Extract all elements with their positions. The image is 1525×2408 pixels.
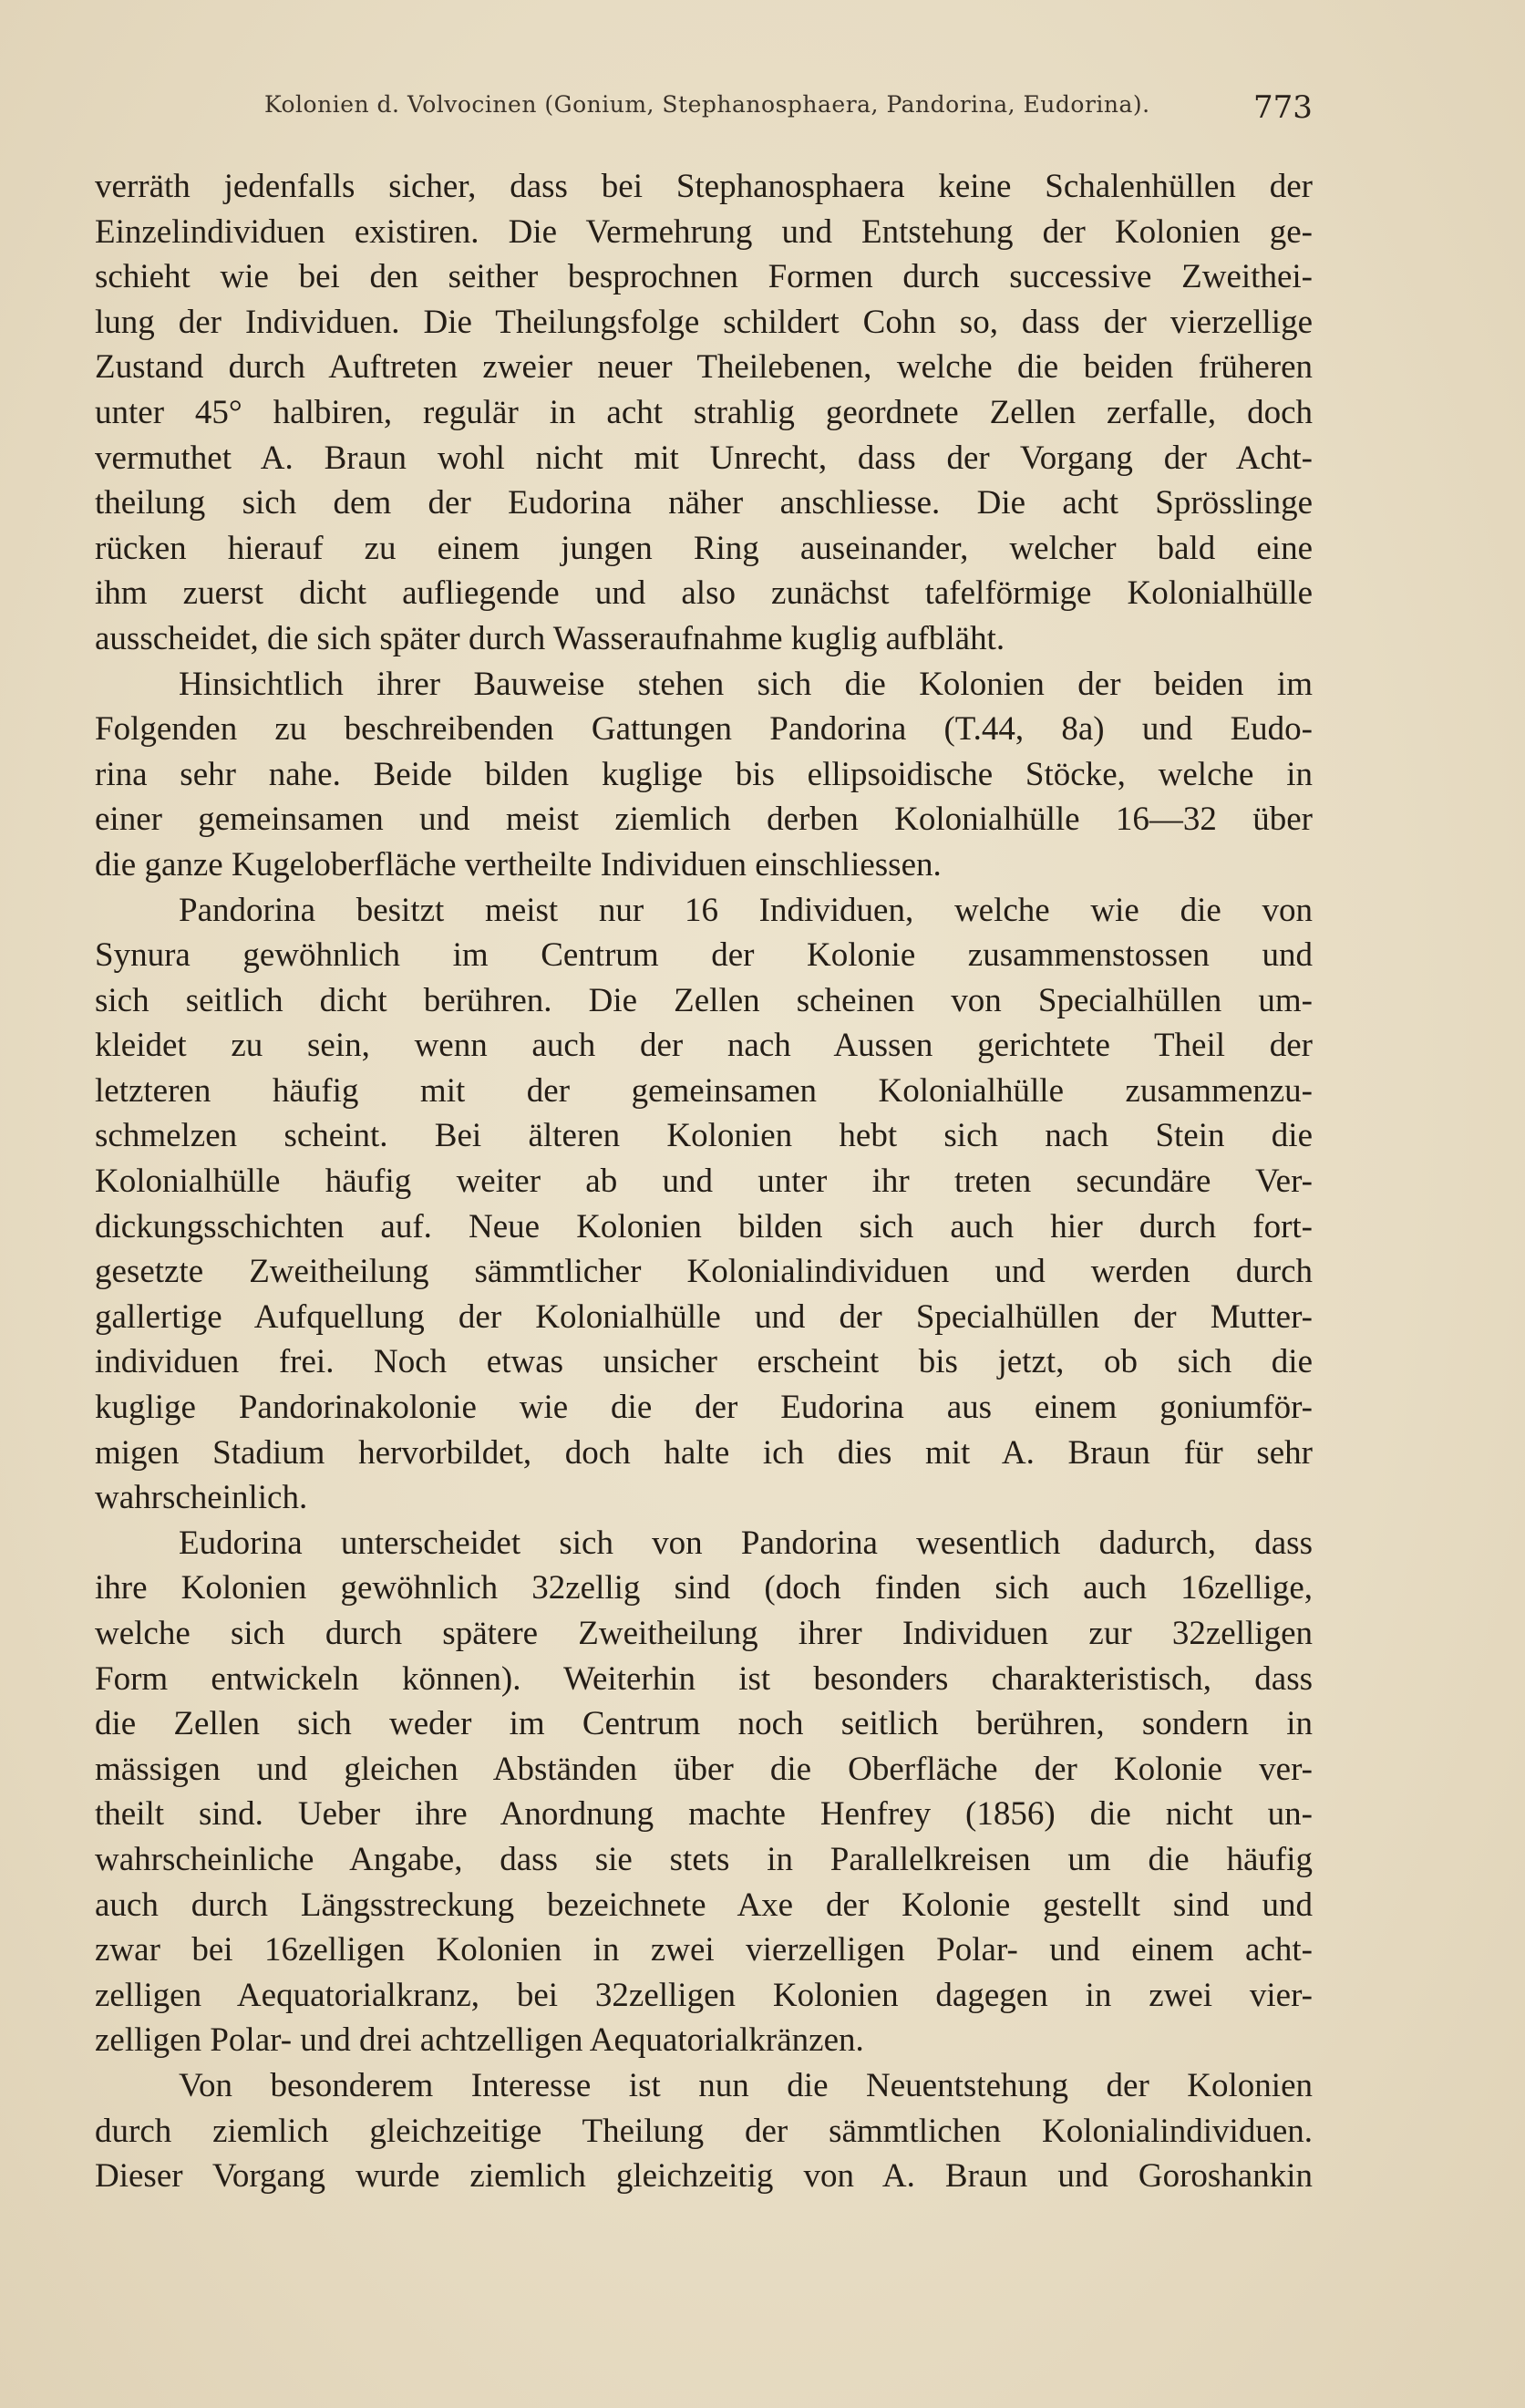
text-line: Eudorina unterscheidet sich von Pandorina wesentlich dadurch, dass <box>179 1524 1313 1562</box>
text-line: Zustand durch Auftreten zweier neuer Theilebenen, welche die beiden früheren <box>95 348 1313 387</box>
text-line: Einzelindividuen existiren. Die Vermehrung und Entstehung der Kolonien ge- <box>95 212 1313 251</box>
text-line: Folgenden zu beschreibenden Gattungen Pandorina (T.44, 8a) und Eudo- <box>95 710 1313 749</box>
text-line: letzteren häufig mit der gemeinsamen Kolonialhülle zusammenzu- <box>95 1071 1313 1110</box>
text-line: gallertige Aufquellung der Kolonialhülle und der Specialhüllen der Mutter- <box>95 1297 1313 1336</box>
text-line: wahrscheinliche Angabe, dass sie stets in Parallelkreisen um die häufig <box>95 1840 1313 1878</box>
text-line: die ganze Kugeloberfläche vertheilte Individuen einschliessen. <box>95 845 942 884</box>
text-line: lung der Individuen. Die Theilungsfolge schildert Cohn so, dass der vierzellige <box>95 303 1313 341</box>
body-text <box>95 164 1313 2199</box>
text-line: wahrscheinlich. <box>95 1479 308 1517</box>
text-line: verräth jedenfalls sicher, dass bei Stephanosphaera keine Schalenhüllen der <box>95 168 1313 205</box>
text-line: rücken hierauf zu einem jungen Ring auseinander, welcher bald eine <box>95 529 1313 567</box>
text-line: Dieser Vorgang wurde ziemlich gleichzeitig von A. Braun und Goroshankin <box>95 2157 1313 2196</box>
text-line: Pandorina besitzt meist nur 16 Individuen, welche wie die von <box>179 891 1313 929</box>
text-line: theilung sich dem der Eudorina näher anschliesse. Die acht Sprösslinge <box>95 484 1313 522</box>
text-line: ausscheidet, die sich später durch Wasseraufnahme kuglig aufbläht. <box>95 619 1005 657</box>
text-line: ihm zuerst dicht aufliegende und also zunächst tafelförmige Kolonialhülle <box>95 574 1313 613</box>
text-line: Von besonderem Interesse ist nun die Neuentstehung der Kolonien <box>179 2066 1313 2104</box>
text-line: schieht wie bei den seither besprochnen Formen durch successive Zweithei- <box>95 258 1313 296</box>
text-line: Synura gewöhnlich im Centrum der Kolonie zusammenstossen und <box>95 936 1313 975</box>
text-line: zelligen Polar- und drei achtzelligen Aequatorialkränzen. <box>95 2021 864 2060</box>
text-line: Hinsichtlich ihrer Bauweise stehen sich die Kolonien der beiden im <box>179 665 1313 703</box>
text-line: kleidet zu sein, wenn auch der nach Aussen gerichtete Theil der <box>95 1027 1313 1065</box>
text-line: rina sehr nahe. Beide bilden kuglige bis ellipsoidische Stöcke, welche in <box>95 755 1313 793</box>
text-line: schmelzen scheint. Bei älteren Kolonien hebt sich nach Stein die <box>95 1117 1313 1155</box>
page-number: 773 <box>1253 89 1313 126</box>
running-header: Kolonien d. Volvocinen (Gonium, Stephanosphaera, Pandorina, Eudorina). <box>264 91 1150 118</box>
text-line: ihre Kolonien gewöhnlich 32zellig sind (doch finden sich auch 16zellige, <box>95 1569 1313 1607</box>
text-line: migen Stadium hervorbildet, doch halte ich dies mit A. Braun für sehr <box>95 1433 1313 1472</box>
text-line: zwar bei 16zelligen Kolonien in zwei vierzelligen Polar- und einem acht- <box>95 1931 1313 1969</box>
text-line: vermuthet A. Braun wohl nicht mit Unrecht, dass der Vorgang der Acht- <box>95 439 1313 477</box>
text-line: welche sich durch spätere Zweitheilung ihrer Individuen zur 32zelligen <box>95 1615 1313 1652</box>
text-line: individuen frei. Noch etwas unsicher erscheint bis jetzt, ob sich die <box>95 1343 1313 1381</box>
text-line: zelligen Aequatorialkranz, bei 32zelligen Kolonien dagegen in zwei vier- <box>95 1976 1313 2014</box>
text-line: auch durch Längsstreckung bezeichnete Axe der Kolonie gestellt sind und <box>95 1886 1313 1924</box>
text-line: Kolonialhülle häufig weiter ab und unter ihr treten secundäre Ver- <box>95 1163 1313 1201</box>
text-line: einer gemeinsamen und meist ziemlich derben Kolonialhülle 16—32 über <box>95 801 1313 839</box>
text-line: gesetzte Zweitheilung sämmtlicher Kolonialindividuen und werden durch <box>95 1253 1313 1291</box>
text-line: kuglige Pandorinakolonie wie die der Eudorina aus einem goniumför- <box>95 1389 1313 1427</box>
text-line: mässigen und gleichen Abständen über die Oberfläche der Kolonie ver- <box>95 1750 1313 1788</box>
text-line: die Zellen sich weder im Centrum noch seitlich berühren, sondern in <box>95 1705 1313 1743</box>
text-line: dickungsschichten auf. Neue Kolonien bilden sich auch hier durch fort- <box>95 1207 1313 1245</box>
text-line: Form entwickeln können). Weiterhin ist besonders charakteristisch, dass <box>95 1659 1313 1698</box>
text-line: durch ziemlich gleichzeitige Theilung der sämmtlichen Kolonialindividuen. <box>95 2112 1313 2150</box>
text-line: unter 45° halbiren, regulär in acht strahlig geordnete Zellen zerfalle, doch <box>95 393 1313 431</box>
text-line: theilt sind. Ueber ihre Anordnung machte Henfrey (1856) die nicht un- <box>95 1795 1313 1834</box>
text-line: sich seitlich dicht berühren. Die Zellen scheinen von Specialhüllen um- <box>95 981 1313 1019</box>
